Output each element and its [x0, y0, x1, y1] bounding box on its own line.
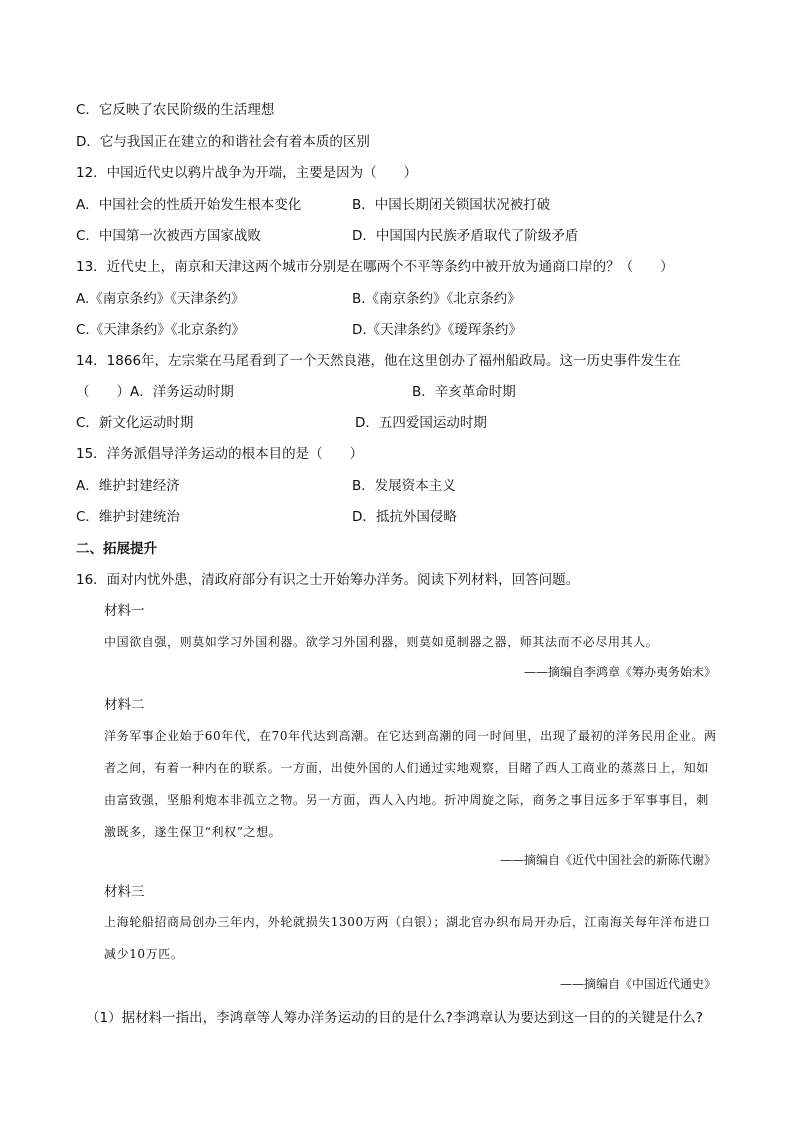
question-13-option-a: A.《南京条约》《天津条约》: [76, 291, 245, 307]
material-1-text: 中国欲自强，则莫如学习外国利器。欲学习外国利器，则莫如觅制器之器，师其法而不必尽用其人。: [104, 635, 659, 649]
question-12-stem: 12．中国近代史以鸦片战争为开端，主要是因为（ ）: [76, 165, 418, 181]
question-12-option-c: C．中国第一次被西方国家战败: [76, 228, 261, 244]
material-3-text: 上海轮船招商局创办三年内，外轮就损失1300万两（白银）；湖北官办织布局开办后，江南海关每年洋布进口减少10万匹。: [104, 915, 711, 961]
question-12-option-b: B．中国长期闭关锁国状况被打破: [352, 197, 551, 213]
question-13-option-b: B.《南京条约》《北京条约》: [352, 291, 521, 307]
material-1-title: 材料一: [104, 603, 145, 619]
option-d: D．它与我国正在建立的和谐社会有着本质的区别: [76, 134, 370, 150]
question-14-option-d: D．五四爱国运动时期: [355, 415, 487, 431]
question-14-stem: 14．1866年，左宗棠在马尾看到了一个天然良港，他在这里创办了福州船政局。这一历史事件发生在: [76, 353, 682, 369]
question-12-option-a: A．中国社会的性质开始发生根本变化: [76, 197, 302, 213]
material-3-source: ——摘编自《中国近代通史》: [559, 977, 716, 991]
question-14-option-a: （ ）A．洋务运动时期: [76, 384, 234, 400]
question-14-option-c: C．新文化运动时期: [76, 415, 194, 431]
material-3-title: 材料三: [104, 884, 145, 900]
question-16-sub-1: （1）据材料一指出，李鸿章等人筹办洋务运动的目的是什么?李鸿章认为要达到这一目的的关键是什么?: [86, 1010, 703, 1026]
question-13-option-d: D.《天津条约》《瑷珲条约》: [352, 322, 522, 338]
question-16-stem: 16．面对内忧外患，清政府部分有识之士开始筹办洋务。阅读下列材料，回答问题。: [76, 572, 580, 588]
question-14-option-b: B．辛亥革命时期: [412, 384, 516, 400]
question-15-option-a: A．维护封建经济: [76, 478, 180, 494]
question-15-stem: 15．洋务派倡导洋务运动的根本目的是（ ）: [76, 446, 364, 462]
material-2-text: 洋务军事企业始于60年代，在70年代达到高潮。在它达到高潮的同一时间里，出现了最初的洋务民用企业。两者之间，有着一种内在的联系。一方面，出使外国的人们通过实地观察，目睹了西人工商业的蒸蒸日上，知如由富致强，坚船利炮本非孤立之物。另一方面，西人入内地。折冲周旋之际，商务之事目远多于军事事目，刺激既多，遂生保卫“利权”之想。: [104, 729, 717, 839]
material-2-source: ——摘编自《近代中国社会的新陈代谢》: [499, 853, 716, 867]
question-15-option-b: B．发展资本主义: [352, 478, 456, 494]
question-13-option-c: C.《天津条约》《北京条约》: [76, 322, 245, 338]
question-12-option-d: D．中国国内民族矛盾取代了阶级矛盾: [352, 228, 579, 244]
option-c: C．它反映了农民阶级的生活理想: [76, 102, 275, 118]
question-13-stem: 13．近代史上，南京和天津这两个城市分别是在哪两个不平等条约中被开放为通商口岸的？（ ）: [76, 259, 674, 275]
material-2-title: 材料二: [104, 697, 145, 713]
section-title: 二、拓展提升: [76, 541, 157, 557]
question-15-option-c: C．维护封建统治: [76, 509, 180, 525]
material-1-source: ——摘编自李鸿章《筹办夷务始末》: [523, 665, 716, 679]
question-15-option-d: D．抵抗外国侵略: [352, 509, 457, 525]
